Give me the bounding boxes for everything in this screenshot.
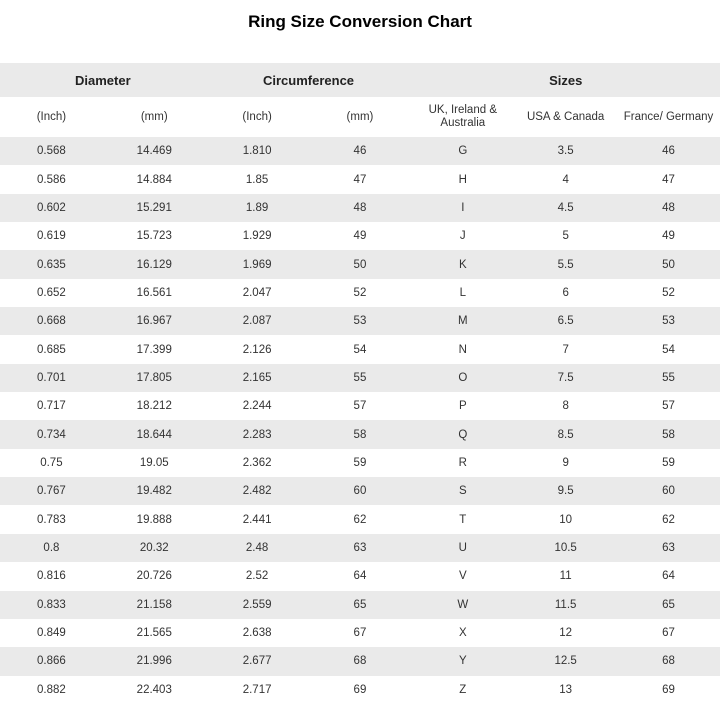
table-cell: 54 [309, 335, 412, 363]
table-cell: 1.85 [206, 165, 309, 193]
table-cell: 65 [617, 591, 720, 619]
table-cell: 63 [617, 534, 720, 562]
table-cell: 2.126 [206, 335, 309, 363]
table-cell: 20.726 [103, 562, 206, 590]
table-cell: 14.884 [103, 165, 206, 193]
table-cell: 55 [309, 364, 412, 392]
table-cell: 14.469 [103, 137, 206, 165]
table-cell: 0.767 [0, 477, 103, 505]
table-cell: 2.717 [206, 676, 309, 704]
column-header-row [0, 97, 720, 137]
table-cell: P [411, 392, 514, 420]
table-row [0, 335, 720, 363]
table-cell: 21.565 [103, 619, 206, 647]
table-cell: 22.403 [103, 676, 206, 704]
table-cell: 0.849 [0, 619, 103, 647]
table-cell: 50 [617, 250, 720, 278]
table-cell: 59 [309, 449, 412, 477]
table-cell: J [411, 222, 514, 250]
table-row [0, 591, 720, 619]
table-cell: 21.996 [103, 647, 206, 675]
table-cell: L [411, 279, 514, 307]
table-cell: 1.969 [206, 250, 309, 278]
table-cell: 0.568 [0, 137, 103, 165]
table-row [0, 534, 720, 562]
table-cell: 16.561 [103, 279, 206, 307]
table-cell: 0.619 [0, 222, 103, 250]
table-cell: Z [411, 676, 514, 704]
table-cell: 2.52 [206, 562, 309, 590]
column-header-usa-canada: USA & Canada [514, 97, 617, 137]
table-cell: 21.158 [103, 591, 206, 619]
table-cell: 50 [309, 250, 412, 278]
table-cell: 57 [617, 392, 720, 420]
table-cell: 68 [617, 647, 720, 675]
table-cell: 19.05 [103, 449, 206, 477]
table-cell: 67 [309, 619, 412, 647]
table-row [0, 194, 720, 222]
table-cell: 2.244 [206, 392, 309, 420]
table-cell: 2.677 [206, 647, 309, 675]
table-cell: G [411, 137, 514, 165]
table-cell: 18.644 [103, 420, 206, 448]
table-cell: 54 [617, 335, 720, 363]
table-cell: 47 [309, 165, 412, 193]
table-cell: R [411, 449, 514, 477]
table-cell: 0.882 [0, 676, 103, 704]
table-header [0, 63, 720, 137]
table-cell: 60 [617, 477, 720, 505]
table-cell: N [411, 335, 514, 363]
table-cell: 60 [309, 477, 412, 505]
table-cell: 55 [617, 364, 720, 392]
table-cell: 48 [309, 194, 412, 222]
table-cell: 9 [514, 449, 617, 477]
table-cell: 53 [617, 307, 720, 335]
table-cell: 16.129 [103, 250, 206, 278]
table-cell: 2.047 [206, 279, 309, 307]
table-cell: 48 [617, 194, 720, 222]
table-cell: 5 [514, 222, 617, 250]
table-cell: I [411, 194, 514, 222]
table-cell: 0.816 [0, 562, 103, 590]
column-header-uk-ireland-australia: UK, Ireland & Australia [411, 97, 514, 137]
table-cell: 2.559 [206, 591, 309, 619]
table-cell: 11.5 [514, 591, 617, 619]
table-cell: 64 [309, 562, 412, 590]
table-cell: M [411, 307, 514, 335]
table-row [0, 137, 720, 165]
table-cell: 15.291 [103, 194, 206, 222]
table-row [0, 307, 720, 335]
table-row [0, 505, 720, 533]
table-cell: 6.5 [514, 307, 617, 335]
table-cell: 58 [309, 420, 412, 448]
table-cell: U [411, 534, 514, 562]
table-cell: 0.602 [0, 194, 103, 222]
table-cell: 12.5 [514, 647, 617, 675]
table-cell: 52 [309, 279, 412, 307]
column-header-diameter-inch: (Inch) [0, 97, 103, 137]
table-cell: T [411, 505, 514, 533]
table-row [0, 562, 720, 590]
table-cell: 0.783 [0, 505, 103, 533]
table-cell: 69 [617, 676, 720, 704]
table-cell: 2.441 [206, 505, 309, 533]
table-cell: 0.701 [0, 364, 103, 392]
table-row [0, 165, 720, 193]
table-cell: 13 [514, 676, 617, 704]
table-cell: 1.810 [206, 137, 309, 165]
table-cell: 67 [617, 619, 720, 647]
table-cell: 2.638 [206, 619, 309, 647]
table-row [0, 222, 720, 250]
table-cell: 2.165 [206, 364, 309, 392]
table-row [0, 676, 720, 704]
table-cell: 15.723 [103, 222, 206, 250]
table-cell: 11 [514, 562, 617, 590]
table-row [0, 364, 720, 392]
table-row [0, 392, 720, 420]
table-row [0, 420, 720, 448]
table-cell: 17.399 [103, 335, 206, 363]
table-cell: 0.866 [0, 647, 103, 675]
table-cell: K [411, 250, 514, 278]
table-cell: 0.668 [0, 307, 103, 335]
table-cell: 4.5 [514, 194, 617, 222]
table-cell: W [411, 591, 514, 619]
table-cell: 0.734 [0, 420, 103, 448]
table-cell: 9.5 [514, 477, 617, 505]
table-cell: 3.5 [514, 137, 617, 165]
column-header-france-germany: France/ Germany [617, 97, 720, 137]
table-cell: 8.5 [514, 420, 617, 448]
table-cell: 6 [514, 279, 617, 307]
table-cell: 2.362 [206, 449, 309, 477]
table-cell: 2.283 [206, 420, 309, 448]
table-cell: X [411, 619, 514, 647]
table-cell: 64 [617, 562, 720, 590]
group-header-sizes: Sizes [411, 63, 720, 97]
table-cell: 63 [309, 534, 412, 562]
table-cell: 8 [514, 392, 617, 420]
table-cell: 0.833 [0, 591, 103, 619]
table-cell: 12 [514, 619, 617, 647]
table-cell: 53 [309, 307, 412, 335]
table-cell: 10.5 [514, 534, 617, 562]
group-header-diameter: Diameter [0, 63, 206, 97]
table-cell: 47 [617, 165, 720, 193]
table-cell: 46 [617, 137, 720, 165]
table-row [0, 619, 720, 647]
table-cell: 69 [309, 676, 412, 704]
table-cell: 46 [309, 137, 412, 165]
column-header-diameter-mm: (mm) [103, 97, 206, 137]
table-cell: V [411, 562, 514, 590]
table-cell: 59 [617, 449, 720, 477]
column-header-circumference-inch: (Inch) [206, 97, 309, 137]
table-row [0, 647, 720, 675]
table-cell: S [411, 477, 514, 505]
table-cell: 0.652 [0, 279, 103, 307]
table-cell: 19.888 [103, 505, 206, 533]
table-cell: 7.5 [514, 364, 617, 392]
table-cell: 2.48 [206, 534, 309, 562]
table-cell: 52 [617, 279, 720, 307]
table-cell: 1.929 [206, 222, 309, 250]
table-cell: 4 [514, 165, 617, 193]
table-cell: 0.717 [0, 392, 103, 420]
table-cell: 10 [514, 505, 617, 533]
group-header-row [0, 63, 720, 97]
table-cell: 1.89 [206, 194, 309, 222]
table-cell: 62 [309, 505, 412, 533]
table-cell: 0.75 [0, 449, 103, 477]
table-row [0, 250, 720, 278]
table-cell: 18.212 [103, 392, 206, 420]
table-cell: 2.087 [206, 307, 309, 335]
table-cell: 5.5 [514, 250, 617, 278]
table-row [0, 449, 720, 477]
table-cell: 62 [617, 505, 720, 533]
table-cell: Q [411, 420, 514, 448]
table-cell: 58 [617, 420, 720, 448]
table-cell: 17.805 [103, 364, 206, 392]
table-cell: 0.586 [0, 165, 103, 193]
table-row [0, 279, 720, 307]
table-cell: 65 [309, 591, 412, 619]
table-cell: 0.8 [0, 534, 103, 562]
table-cell: H [411, 165, 514, 193]
table-cell: 49 [309, 222, 412, 250]
table-cell: 0.685 [0, 335, 103, 363]
table-cell: 19.482 [103, 477, 206, 505]
table-cell: O [411, 364, 514, 392]
group-header-circumference: Circumference [206, 63, 412, 97]
table-cell: 68 [309, 647, 412, 675]
page-title: Ring Size Conversion Chart [248, 12, 472, 31]
table-cell: 49 [617, 222, 720, 250]
table-cell: 57 [309, 392, 412, 420]
table-cell: 2.482 [206, 477, 309, 505]
table-cell: 7 [514, 335, 617, 363]
table-cell: 16.967 [103, 307, 206, 335]
table-cell: 0.635 [0, 250, 103, 278]
ring-size-conversion-table [0, 63, 720, 704]
table-body [0, 137, 720, 704]
table-row [0, 477, 720, 505]
column-header-circumference-mm: (mm) [309, 97, 412, 137]
table-cell: 20.32 [103, 534, 206, 562]
table-cell: Y [411, 647, 514, 675]
